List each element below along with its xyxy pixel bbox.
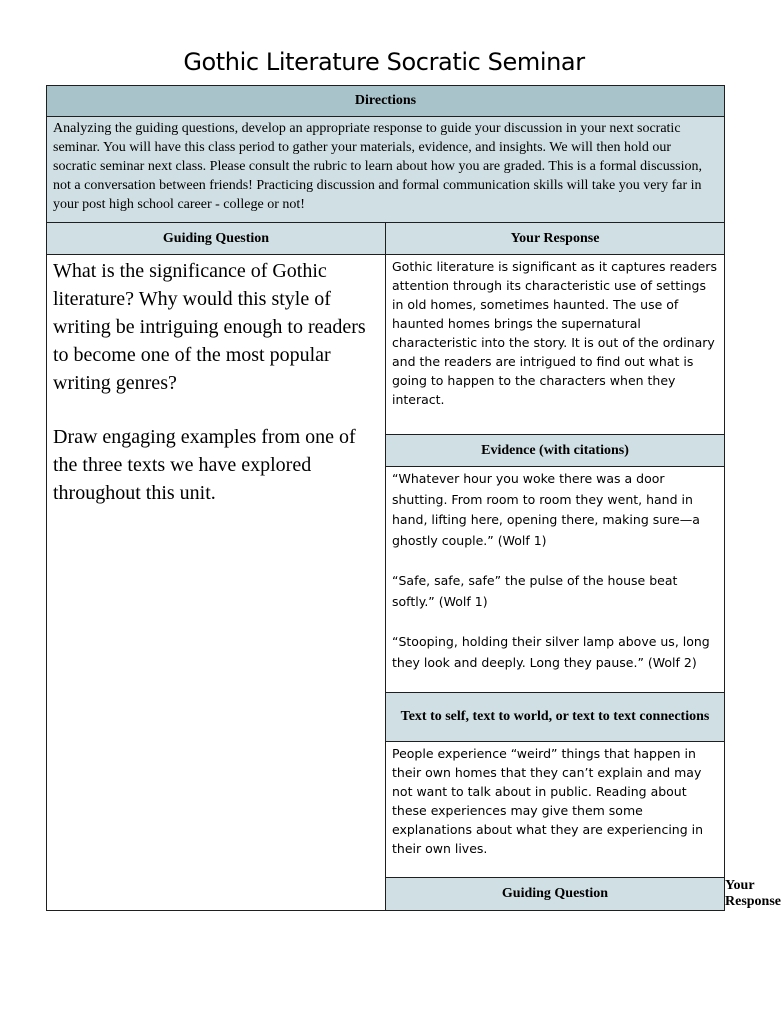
guiding-question-cell xyxy=(47,255,386,911)
evidence-quote: “Safe, safe, safe” the pulse of the house beat softly.” (Wolf 1) xyxy=(392,573,678,609)
connections-header: Text to self, text to world, or text to text connections xyxy=(386,693,725,742)
guiding-question-header: Guiding Question xyxy=(47,223,386,255)
guiding-question-header-2: Guiding Question xyxy=(386,878,725,911)
guiding-question-instructions: Draw engaging examples from one of the three texts we have explored throughout this unit. xyxy=(53,426,356,504)
seminar-table: Directions Analyzing the guiding questions, develop an appropriate response to guide your discussion in your next socratic seminar. You will have this class period to gather your materials, evidence, and insights. We will then hold our socratic seminar next class. Please consult the rubric to learn about how you are graded. This is a formal discussion, not a conversation between friends! Practicing discussion and formal communication skills will take you very far in your post high school career - college or not! Guiding Question Your Response What is the significance of Gothic literature? Why would this style of writing be intriguing enough to readers to become one of the most popular writing genres? Draw engaging examples from one of the three texts we have explored throughout this unit. Gothic literature is significant as it captures readers attention through its characteristic use of settings in old homes, sometimes haunted. The use of haunted homes brings the supernatural characteristic into the story. It is out of the ordinary and the readers are intrigued to find out what is going to happen to the characters when they interact. Evidence (with citations) “Whatever hour you woke there was a door shutting. From room to room they went, hand in hand, lifting here, opening there, making sure—a ghostly couple.” (Wolf 1) “Safe, safe, safe” the pulse of the house beat softly.” (Wolf 1) “Stooping, holding their silver lamp above us, long they look and deeply. Long they pause.” (Wolf 2) Text to self, text to world, or text to text connections People experience “weird” things that happen in their own homes that they can’t explain and may not want to talk about in public. Reading about these experiences may give them some explanations about what they are experiencing in their own lives. Guiding Question Your Response xyxy=(46,85,725,911)
evidence-quote: “Whatever hour you woke there was a door shutting. From room to room they went, hand in hand, lifting here, opening there, making sure—a ghostly couple.” (Wolf 1) xyxy=(392,471,700,548)
directions-header: Directions xyxy=(47,86,725,117)
page-title: Gothic Literature Socratic Seminar xyxy=(183,48,585,76)
evidence-field[interactable] xyxy=(386,467,725,693)
your-response-header: Your Response xyxy=(386,223,725,255)
directions-text: Analyzing the guiding questions, develop an appropriate response to guide your discussion in your next socratic seminar. You will have this class period to gather your materials, evidence, and insights. We will then hold our socratic seminar next class. Please consult the rubric to learn about how you are graded. This is a formal discussion, not a conversation between friends! Practicing discussion and formal communication skills will take you very far in your post high school career - college or not! xyxy=(47,117,725,223)
evidence-header: Evidence (with citations) xyxy=(386,435,725,467)
response-field[interactable]: Gothic literature is significant as it captures readers attention through its characteristic use of settings in old homes, sometimes haunted. The use of haunted homes brings the supernatural characteristic into the story. It is out of the ordinary and the readers are intrigued to find out what is going to happen to the characters when they interact. xyxy=(386,255,725,435)
connections-field[interactable]: People experience “weird” things that happen in their own homes that they can’t explain and may not want to talk about in public. Reading about these experiences may give them some explanations about what they are experiencing in their own lives. xyxy=(386,742,725,878)
evidence-quote: “Stooping, holding their silver lamp above us, long they look and deeply. Long they pause.” (Wolf 2) xyxy=(392,634,710,670)
guiding-question-text: What is the significance of Gothic literature? Why would this style of writing be intriguing enough to readers to become one of the most popular writing genres? xyxy=(53,260,366,394)
